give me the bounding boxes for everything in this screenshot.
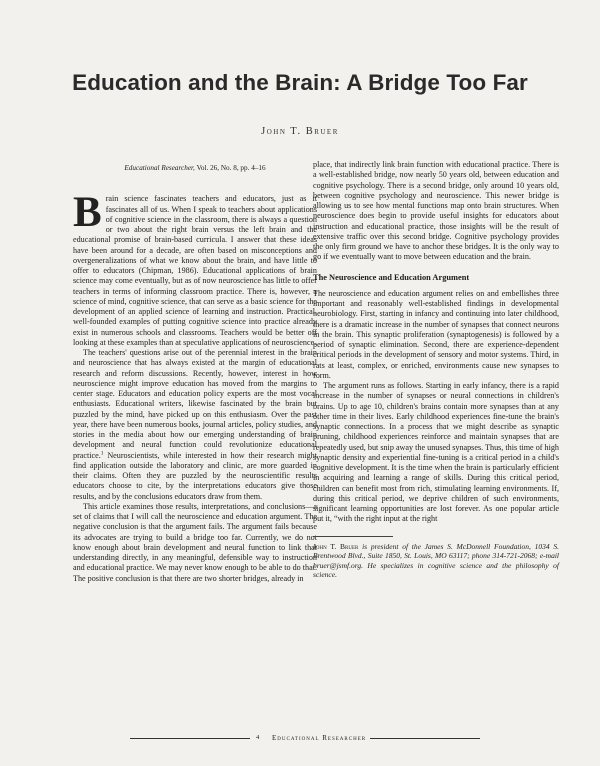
paragraph-5: The neuroscience and education argument relies on and embellishes three important and reasonably well-established findings in developmental neurobiology. First, starting in infancy and continuing into later childhood, there is a dramatic increase in the number of synapses that connect neurons in the brain. This synaptic proliferation (synaptogenesis) is followed by a period of synaptic elimination. Second, there are experience-dependent critical periods in the development of sensory and motor systems. Third, in rats at least, complex, or enriched, environments cause new synapses to form. [313, 288, 559, 380]
page-number: 4 [256, 734, 261, 741]
footer-rule-right [370, 738, 480, 739]
bio-text: is president of the James S. McDonnell Foundation, 1034 S. Brentwood Blvd., Suite 1850, St. Louis, MO 63117; phone 314-721-2068; e-mail bruer@jsmf.org. He specializes in cognitive science and the philosophy of science. [313, 541, 559, 580]
left-column [73, 160, 317, 584]
article-author: John T. Bruer [261, 126, 339, 137]
paragraph-1 [73, 189, 317, 348]
bio-name: John T. Bruer [313, 541, 359, 551]
bio-divider [313, 536, 393, 537]
author-bio [313, 542, 559, 580]
paragraph-2-text-cont: Neuroscientists, while interested in how their research might find application outside the laboratory and clinic, are more guarded in their claims. Often they are puzzled by the neuroscientific results educators choose to cite, by the interpretations educators give those results, and by the conclusions educators draw from them. [73, 450, 317, 501]
citation-journal: Educational Researcher, [124, 164, 195, 172]
footer-journal-name: Educational Researcher [272, 734, 367, 742]
citation-details: Vol. 26, No. 8, pp. 4–16 [196, 164, 266, 172]
paragraph-1-text: rain science fascinates teachers and educators, just as it fascinates all of us. When I speak to teachers about applications of cognitive science in the classroom, there is always a question or two about the right brain versus the left brain and the educational promise of brain-based curricula. I answer that these ideas have been around for a decade, are often based on misconceptions and overgeneralizations of what we know about the brain, and have little to offer to educators (Chipman, 1986). Educational applications of brain science may come eventually, but as of now neuroscience has little to offer teachers in terms of informing classroom practice. There is, however, a science of mind, cognitive science, that can serve as a basic science for the development of an applied science of learning and instruction. Practical, well-founded examples of putting cognitive science into practice already exist in numerous schools and classrooms. Teachers would be better off looking at these examples than at speculative applications of neuroscience. [73, 194, 317, 347]
paragraph-2 [73, 348, 317, 502]
footnote-marker: 1 [100, 449, 104, 456]
article-title: Education and the Brain: A Bridge Too Far [72, 70, 528, 95]
paragraph-3: This article examines those results, interpretations, and conclusions—a set of claims that I will call the neuroscience and education argument. The negative conclusion is that the argument fails. The argument fails because its advocates are trying to build a bridge too far. Currently, we do not know enough about brain development and neural function to link that understanding directly, in any meaningful, defensible way to instruction and educational practice. We may never know enough to be able to do that. The positive conclusion is that there are two shorter bridges, already in [73, 501, 317, 583]
paragraph-6: The argument runs as follows. Starting in early infancy, there is a rapid increase in the number of synapses or neural connections in children's brains. Up to age 10, children's brains contain more synapses than at any other time in their lives. Early childhood experiences fine-tune the brain's synaptic connections. In a process that we might describe as synaptic pruning, childhood experiences reinforce and maintain synapses that are repeatedly used, but snip away the unused synapses. Thus, this time of high synaptic density and experiential fine-tuning is a critical period in a child's cognitive development. It is the time when the brain is particularly efficient in acquiring and learning a range of skills. During this critical period, children can benefit most from rich, stimulating learning environments. If, during this critical period, we deprive children of such environments, significant learning opportunities are lost forever. As one popular article put it, “with the right input at the right [313, 381, 559, 524]
paragraph-2-text: The teachers' questions arise out of the perennial interest in the brain and neuroscience that has always existed at the margin of educational research and reform discussions. Recently, however, interest in how neuroscience might improve education has moved from the margins to center stage. Educators and education policy experts are the most vocal enthusiasts. Educational writers, likewise fascinated by the brain but puzzled by the mind, have picked up on this enthusiasm. Over the past year, there have been numerous books, journal articles, policy studies, and stories in the media about how our emerging understanding of brain development and neural function could revolutionize educational practice. [73, 348, 317, 460]
dropcap-letter: B [73, 189, 102, 237]
right-column [313, 160, 559, 580]
citation-line [73, 163, 317, 173]
footer-rule-left [130, 738, 250, 739]
paragraph-4: place, that indirectly link brain function with educational practice. There is a well-established bridge, now nearly 50 years old, between education and cognitive psychology. There is a second bridge, only around 10 years old, between cognitive psychology and neuroscience. This newer bridge is allowing us to see how mental functions map onto brain structures. When neuroscience does begin to provide useful insights for educators about instruction and educational practice, those insights will be the result of extensive traffic over this second bridge. Cognitive psychology provides the only firm ground we have to anchor these bridges. It is the only way to go if we eventually want to move between education and the brain. [313, 160, 559, 262]
section-heading: The Neuroscience and Education Argument [313, 272, 470, 282]
